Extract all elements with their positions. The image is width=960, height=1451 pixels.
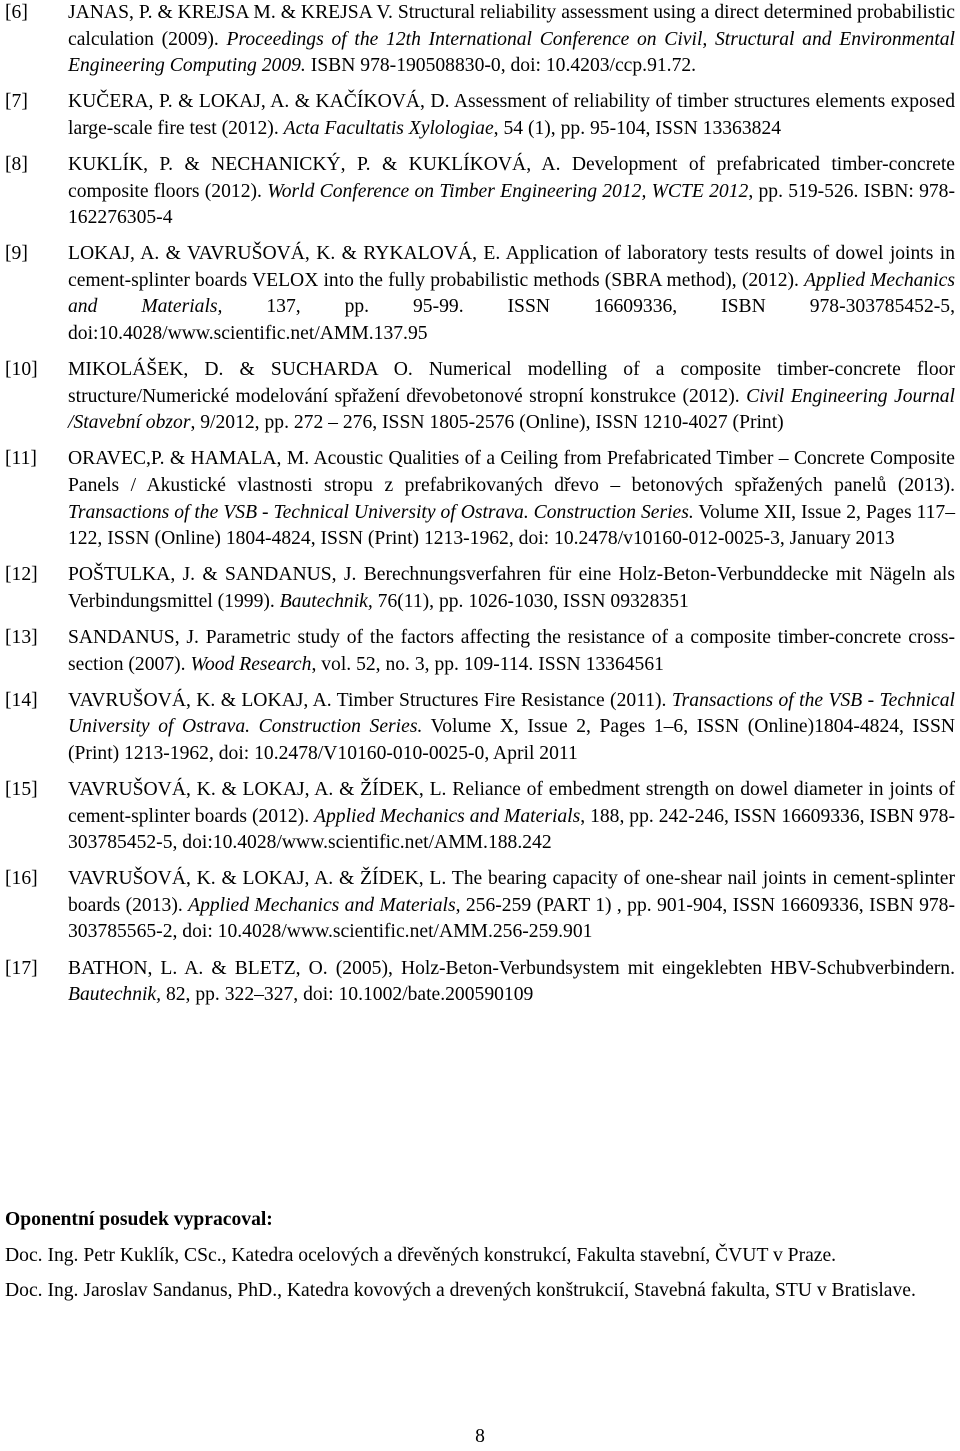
reference-number: [15] [5,778,38,800]
reference-9 [5,241,955,347]
reference-text: KUKLÍK, P. & NECHANICKÝ, P. & KUKLÍKOVÁ, A. Development of prefabricated timber-concrete composite floors (2012). World Conference on Timber Engineering 2012, WCTE 2012, pp. 519-526. ISBN: 978-162276305-4 [68,153,955,229]
reference-number: [8] [5,153,28,175]
reference-text: VAVRUŠOVÁ, K. & LOKAJ, A. Timber Structures Fire Resistance (2011). Transactions of the VSB - Technical University of Ostrava. Construction Series. Volume X, Issue 2, Pages 1–6, ISSN (Online)1804-4824, ISSN (Print) 1213-1962, doi: 10.2478/V10160-010-0025-0, April 2011 [68,689,955,764]
reference-number: [6] [5,2,28,23]
opponent-review-heading: Oponentní posudek vypracoval: [5,1209,273,1230]
reference-text: VAVRUŠOVÁ, K. & LOKAJ, A. & ŽÍDEK, L. Reliance of embedment strength on dowel diameter in joints of cement-splinter boards (2012). Applied Mechanics and Materials, 188, pp. 242-246, ISSN 16609336, ISBN 978-303785452-5, doi:10.4028/www.scientific.net/AMM.188.242 [68,778,955,854]
reference-6 [5,0,955,80]
reference-list [5,0,955,1018]
reference-15 [5,777,955,857]
reference-7 [5,89,955,142]
reference-10 [5,357,955,437]
reference-13 [5,625,955,678]
reference-17 [5,956,955,1009]
reference-text: VAVRUŠOVÁ, K. & LOKAJ, A. & ŽÍDEK, L. The bearing capacity of one-shear nail joints in cement-splinter boards (2013). Applied Mechanics and Materials, 256-259 (PART 1) , pp. 901-904, ISSN 16609336, ISBN 978-303785565-2, doi: 10.4028/www.scientific.net/AMM.256-259.901 [68,868,955,943]
reference-text: SANDANUS, J. Parametric study of the factors affecting the resistance of a composite timber-concrete cross-section (2007). Wood Research, vol. 52, no. 3, pp. 109-114. ISSN 13364561 [68,626,955,675]
reference-16 [5,866,955,946]
reference-number: [13] [5,626,38,648]
reference-number: [11] [5,448,37,470]
reference-text: LOKAJ, A. & VAVRUŠOVÁ, K. & RYKALOVÁ, E. Application of laboratory tests results of dowel joints in cement-splinter boards VELOX into the fully probabilistic methods (SBRA method), (2012). Applied Mechanics and Materials, 137, pp. 95-99. ISSN 16609336, ISBN 978-303785452-5, doi:10.4028/www.scientific.net/AMM.137.95 [68,243,955,345]
reference-text: MIKOLÁŠEK, D. & SUCHARDA O. Numerical modelling of a composite timber-concrete floor structure/Numerické modelování spřažení dřevobetonové stropní konstrukce (2012). Civil Engineering Journal /Stavební obzor, 9/2012, pp. 272 – 276, ISSN 1805-2576 (Online), ISSN 1210-4027 (Print) [68,359,955,434]
reference-text: ORAVEC,P. & HAMALA, M. Acoustic Qualities of a Ceiling from Prefabricated Timber – Concrete Composite Panels / Akustické vlastnosti stropu z prefabrikovaných dřevo – betonových spřažených panelů (2013). Transactions of the VSB - Technical University of Ostrava. Construction Series. Volume XII, Issue 2, Pages 117–122, ISSN (Online) 1804-4824, ISSN (Print) 1213-1962, doi: 10.2478/v10160-012-0025-3, January 2013 [68,448,955,550]
reference-number: [17] [5,957,38,979]
opponent-review-section [5,1207,953,1314]
reference-text: POŠTULKA, J. & SANDANUS, J. Berechnungsverfahren für eine Holz-Beton-Verbunddecke mit Nägeln als Verbindungsmittel (1999). Bautechnik, 76(11), pp. 1026-1030, ISSN 09328351 [68,564,955,612]
reference-number: [10] [5,359,38,381]
reference-number: [14] [5,689,38,711]
reference-text: BATHON, L. A. & BLETZ, O. (2005), Holz-Beton-Verbundsystem mit eingeklebten HBV-Schubverbindern. Bautechnik, 82, pp. 322–327, doi: 10.1002/bate.200590109 [68,957,955,1006]
reviewer-entry: Doc. Ing. Petr Kuklík, CSc., Katedra ocelových a dřevěných konstrukcí, Fakulta stavební, ČVUT v Praze. [5,1244,837,1266]
reference-8 [5,152,955,232]
reviewer-entry: Doc. Ing. Jaroslav Sandanus, PhD., Katedra kovových a drevených konštrukcií, Stavebná fakulta, STU v Bratislave. [5,1280,916,1302]
reference-number: [7] [5,91,28,113]
reference-text: KUČERA, P. & LOKAJ, A. & KAČÍKOVÁ, D. Assessment of reliability of timber structures elements exposed large-scale fire test (2012). Acta Facultatis Xylologiae, 54 (1), pp. 95-104, ISSN 13363824 [68,91,955,139]
reference-number: [9] [5,243,28,265]
reference-14 [5,688,955,768]
reference-12 [5,562,955,615]
page-number: 8 [475,1426,485,1447]
reference-text: JANAS, P. & KREJSA M. & KREJSA V. Structural reliability assessment using a direct determined probabilistic calculation (2009). Proceedings of the 12th International Conference on Civil, Structural and Environmental Engineering Computing 2009. ISBN 978-190508830-0, doi: 10.4203/ccp.91.72. [68,2,955,77]
reference-11 [5,446,955,552]
reference-number: [16] [5,868,38,890]
reference-number: [12] [5,564,38,586]
